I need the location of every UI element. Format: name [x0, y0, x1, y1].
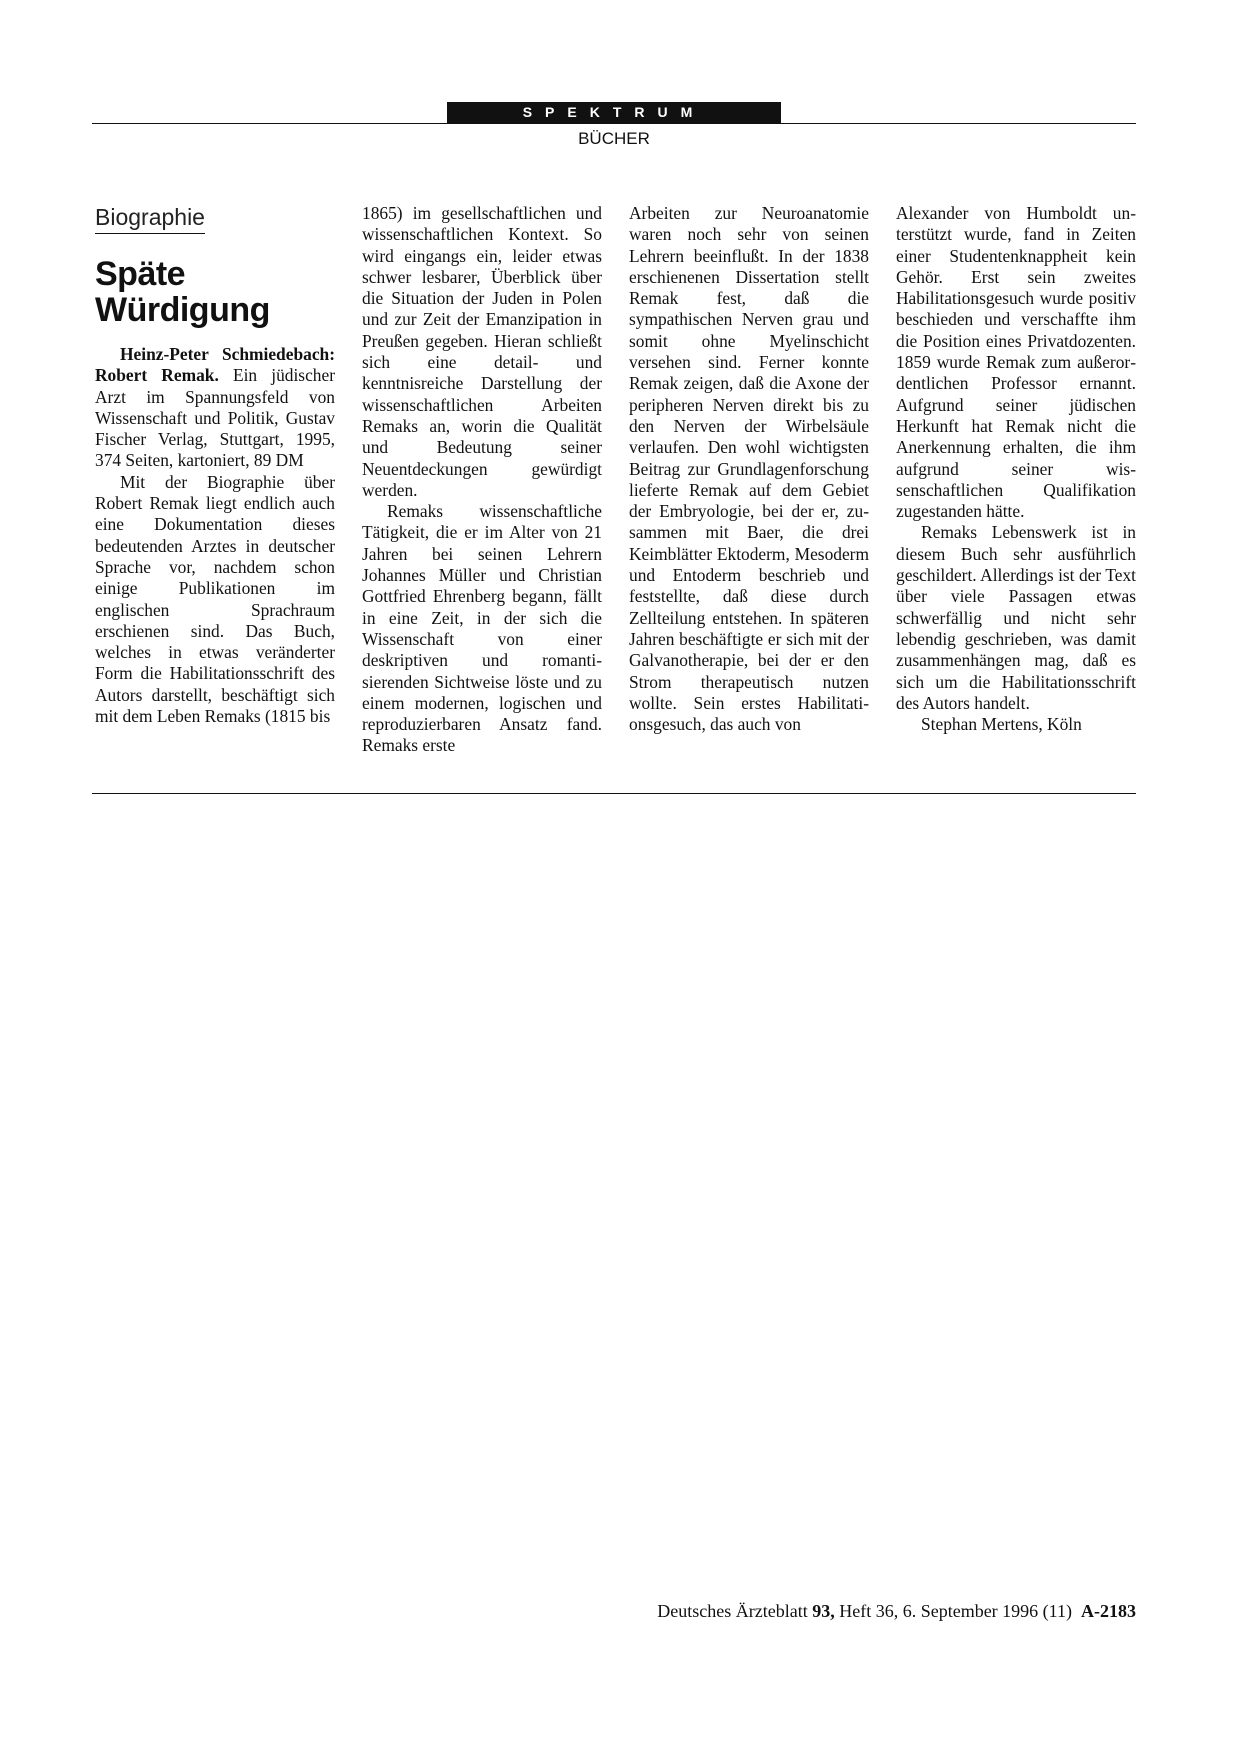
para-2-part-3: Alexander von Humboldt unterstützt wurde, fand in Zeiten einer Studentenknappheit kein Gehör. Erst sein zweites Habilitationsgesuch wurde positiv beschieden und verschaffte ihm die Position eines Privatdozenten. 1859 wurde Remak zum außerordentlichen Professor ernannt. Aufgrund seiner jüdischen Herkunft hat Remak nicht die Anerkennung erhalten, die ihm aufgrund seiner wissenschaftlichen Qualifikation zugestanden hätte.: [896, 203, 1136, 522]
para-1-part-2: 1865) im gesellschaftlichen und wissenschaftlichen Kontext. So wird eingangs ein, leider etwas schwer lesbarer, Überblick über die Situation der Juden in Polen und zur Zeit der Emanzipation in Preußen gegeben. Hieran schließt sich eine detail- und kenntnisreiche Darstellung der wissenschaftlichen Arbeiten Remaks an, worin die Qualität und Bedeutung seiner Neuentdeckungen gewürdigt werden.: [362, 203, 602, 500]
article-column-2: [362, 203, 602, 757]
header-rule: [92, 123, 1136, 124]
footer-journal: Deutsches Ärzteblatt: [657, 1601, 808, 1621]
footer-issue: Heft 36, 6. September 1996 (11): [839, 1601, 1072, 1621]
para-1-part-1: Mit der Biographie über Robert Remak liegt endlich auch eine Dokumentation dieses bedeutenden Arztes in deutscher Sprache vor, nachdem schon einige Publikationen im englischen Sprachraum erschienen sind. Das Buch, welches in etwas veränderter Form die Habilitationsschrift des Autors darstellt, beschäftigt sich mit dem Leben Remaks (1815 bis: [95, 471, 335, 727]
para-2-part-1: Remaks wissenschaftliche Tätigkeit, die er im Alter von 21 Jahren bei seinen Lehrern Johannes Müller und Christian Gottfried Ehrenberg begann, fällt in eine Zeit, in der sich die Wissenschaft von einer deskriptiven und romantisierenden Sichtweise löste und zu einem modernen, logischen und reproduzierbaren Ansatz fand. Remaks erste: [362, 501, 602, 756]
book-reference: [95, 344, 335, 472]
rubric: Biographie: [95, 203, 205, 234]
article-column-1: [95, 203, 335, 727]
headline-line-1: Späte: [95, 255, 186, 293]
headline: [95, 256, 335, 328]
article-bottom-rule: [92, 793, 1136, 794]
footer-volume: 93,: [812, 1601, 835, 1621]
para-2-part-2: Arbeiten zur Neuroanatomie waren noch sehr von seinen Lehrern beeinflußt. In der 1838 erschienenen Dissertation stellt Remak fest, daß die sympathischen Nerven grau und somit ohne Myelinschicht versehen sind. Ferner konnte Remak zeigen, daß die Axone der peripheren Nerven direkt bis zu den Nerven der Wirbelsäule verlaufen. Den wohl wichtigsten Beitrag zur Grundlagenforschung lieferte Remak auf dem Gebiet der Embryologie, bei der er, zusammen mit Baer, die drei Keimblätter Ektoderm, Mesoderm und Entoderm beschrieb und feststellte, daß diese durch Zellteilung entstehen. In späteren Jahren beschäftigte er sich mit der Galvanotherapie, bei der er den Strom therapeutisch nutzen wollte. Sein erstes Habilitationsgesuch, das auch von: [629, 203, 869, 735]
subsection-label: BÜCHER: [578, 129, 650, 148]
footer-page-number: A-2183: [1081, 1601, 1136, 1621]
book-reference-details: Ein jüdischer Arzt im Spannungsfeld von Wissenschaft und Politik, Gustav Fischer Verlag, Stuttgart, 1995, 374 Seiten, kartoniert, 89 DM: [95, 365, 336, 471]
section-banner: SPEKTRUM: [447, 102, 781, 123]
headline-line-2: Würdigung: [95, 291, 270, 329]
book-reference-title: Heinz-Peter Schmiedebach: Robert Remak.: [95, 344, 335, 386]
article-column-3: [629, 203, 869, 735]
page-footer: [657, 1600, 1136, 1622]
para-3: Remaks Lebenswerk ist in diesem Buch sehr ausführlich geschildert. Allerdings ist der Text über viele Passagen etwas schwerfällig und nicht sehr lebendig geschrieben, was damit zusammenhängen mag, daß es sich um die Habilitationsschrift des Autors handelt.: [896, 522, 1136, 713]
article-column-4: [896, 203, 1136, 735]
author-signature: Stephan Mertens, Köln: [921, 714, 1082, 735]
